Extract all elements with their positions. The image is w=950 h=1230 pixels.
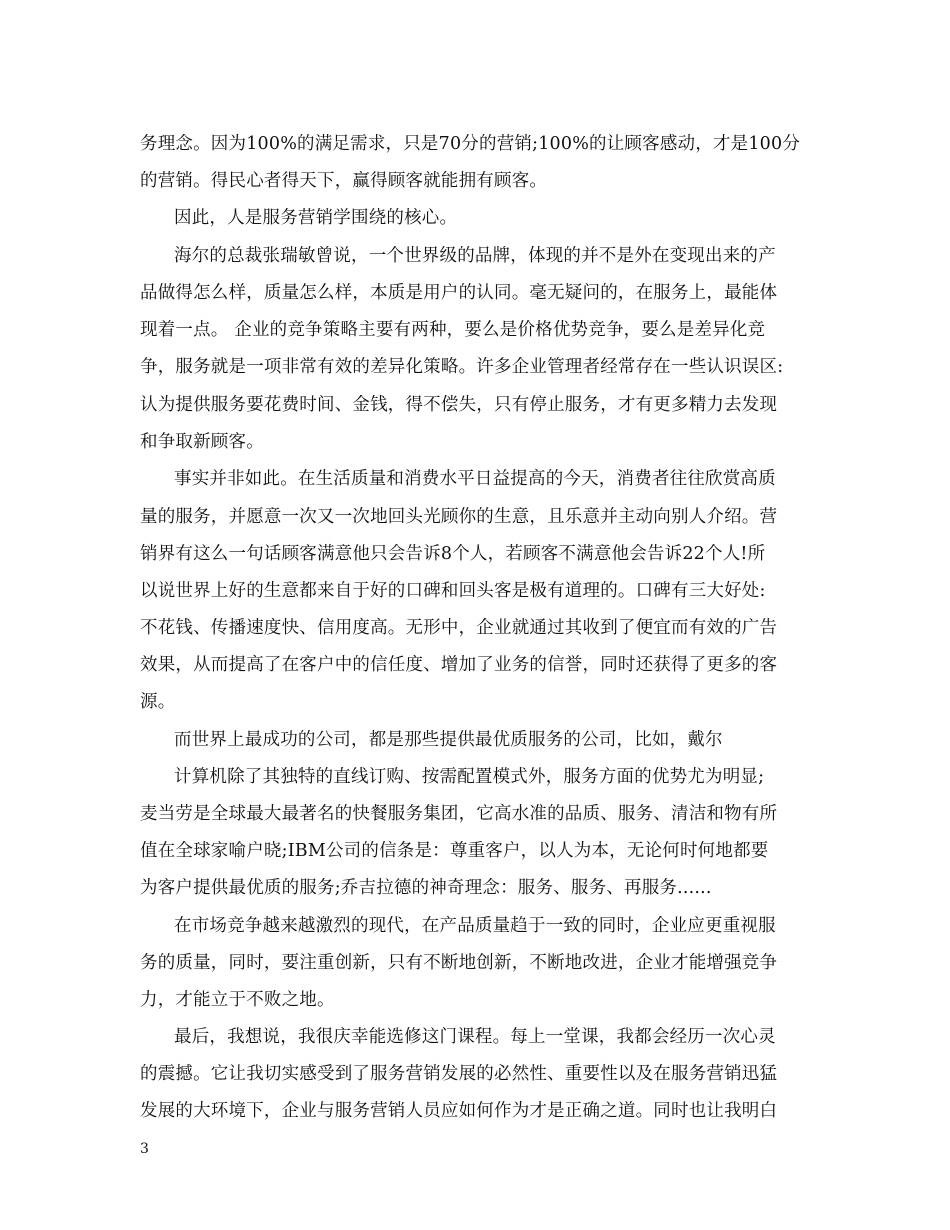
text-line: 务理念。因为100%的满足需求，只是70分的营销;100%的让顾客感动，才是100分 (140, 134, 801, 154)
text-line: 计算机除了其独特的直线订购、按需配置模式外，服务方面的优势尤为明显; (174, 767, 765, 787)
text-line: 最后，我想说，我很庆幸能选修这门课程。每上一堂课，我都会经历一次心灵 (174, 1027, 776, 1047)
text-line: 以说世界上好的生意都来自于好的口碑和回头客是极有道理的。口碑有三大好处: (140, 581, 766, 601)
text-line: 量的服务，并愿意一次又一次地回头光顾你的生意，且乐意并主动向别人介绍。营 (140, 507, 778, 527)
text-line: 争，服务就是一项非常有效的差异化策略。许多企业管理者经常存在一些认识误区: (140, 357, 784, 377)
text-line: 值在全球家喻户晓;IBM公司的信条是：尊重客户，以人为本，无论何时何地都要 (140, 841, 769, 861)
text-line: 不花钱、传播速度快、信用度高。无形中，企业就通过其收到了便宜而有效的广告 (140, 618, 778, 638)
text-line: 认为提供服务要花费时间、金钱，得不偿失，只有停止服务，才有更多精力去发现 (140, 395, 778, 415)
text-line: 海尔的总裁张瑞敏曾说，一个世界级的品牌，体现的并不是外在变现出来的产 (174, 246, 776, 266)
text-line: 品做得怎么样，质量怎么样，本质是用户的认同。毫无疑问的，在服务上，最能体 (140, 283, 778, 303)
text-line: 现着一点。 企业的竞争策略主要有两种，要么是价格优势竞争，要么是差异化竞 (140, 320, 766, 340)
page-number: 3 (140, 1141, 149, 1157)
text-line: 的震撼。它让我切实感受到了服务营销发展的必然性、重要性以及在服务营销迅猛 (140, 1064, 778, 1084)
text-line: 源。 (140, 692, 176, 712)
text-line: 而世界上最成功的公司，都是那些提供最优质服务的公司，比如，戴尔 (174, 730, 723, 750)
text-line: 因此，人是服务营销学围绕的核心。 (174, 208, 458, 228)
text-line: 和争取新顾客。 (140, 432, 264, 452)
text-line: 效果，从而提高了在客户中的信任度、增加了业务的信誉，同时还获得了更多的客 (140, 655, 778, 675)
text-line: 力，才能立于不败之地。 (140, 990, 335, 1010)
text-line: 事实并非如此。在生活质量和消费水平日益提高的今天，消费者往往欣赏高质 (174, 469, 776, 489)
text-line: 麦当劳是全球最大最著名的快餐服务集团，它高水准的品质、服务、清洁和物有所 (140, 804, 778, 824)
text-line: 销界有这么一句话顾客满意他只会告诉8个人，若顾客不满意他会告诉22个人!所 (140, 544, 766, 564)
text-line: 的营销。得民心者得天下，赢得顾客就能拥有顾客。 (140, 171, 548, 191)
text-line: 务的质量，同时，要注重创新，只有不断地创新，不断地改进，企业才能增强竞争 (140, 953, 778, 973)
text-line: 发展的大环境下，企业与服务营销人员应如何作为才是正确之道。同时也让我明白 (140, 1101, 778, 1121)
text-line: 在市场竞争越来越激烈的现代，在产品质量趋于一致的同时，企业应更重视服 (174, 916, 776, 936)
text-line: 为客户提供最优质的服务;乔吉拉德的神奇理念：服务、服务、再服务...... (140, 878, 712, 898)
